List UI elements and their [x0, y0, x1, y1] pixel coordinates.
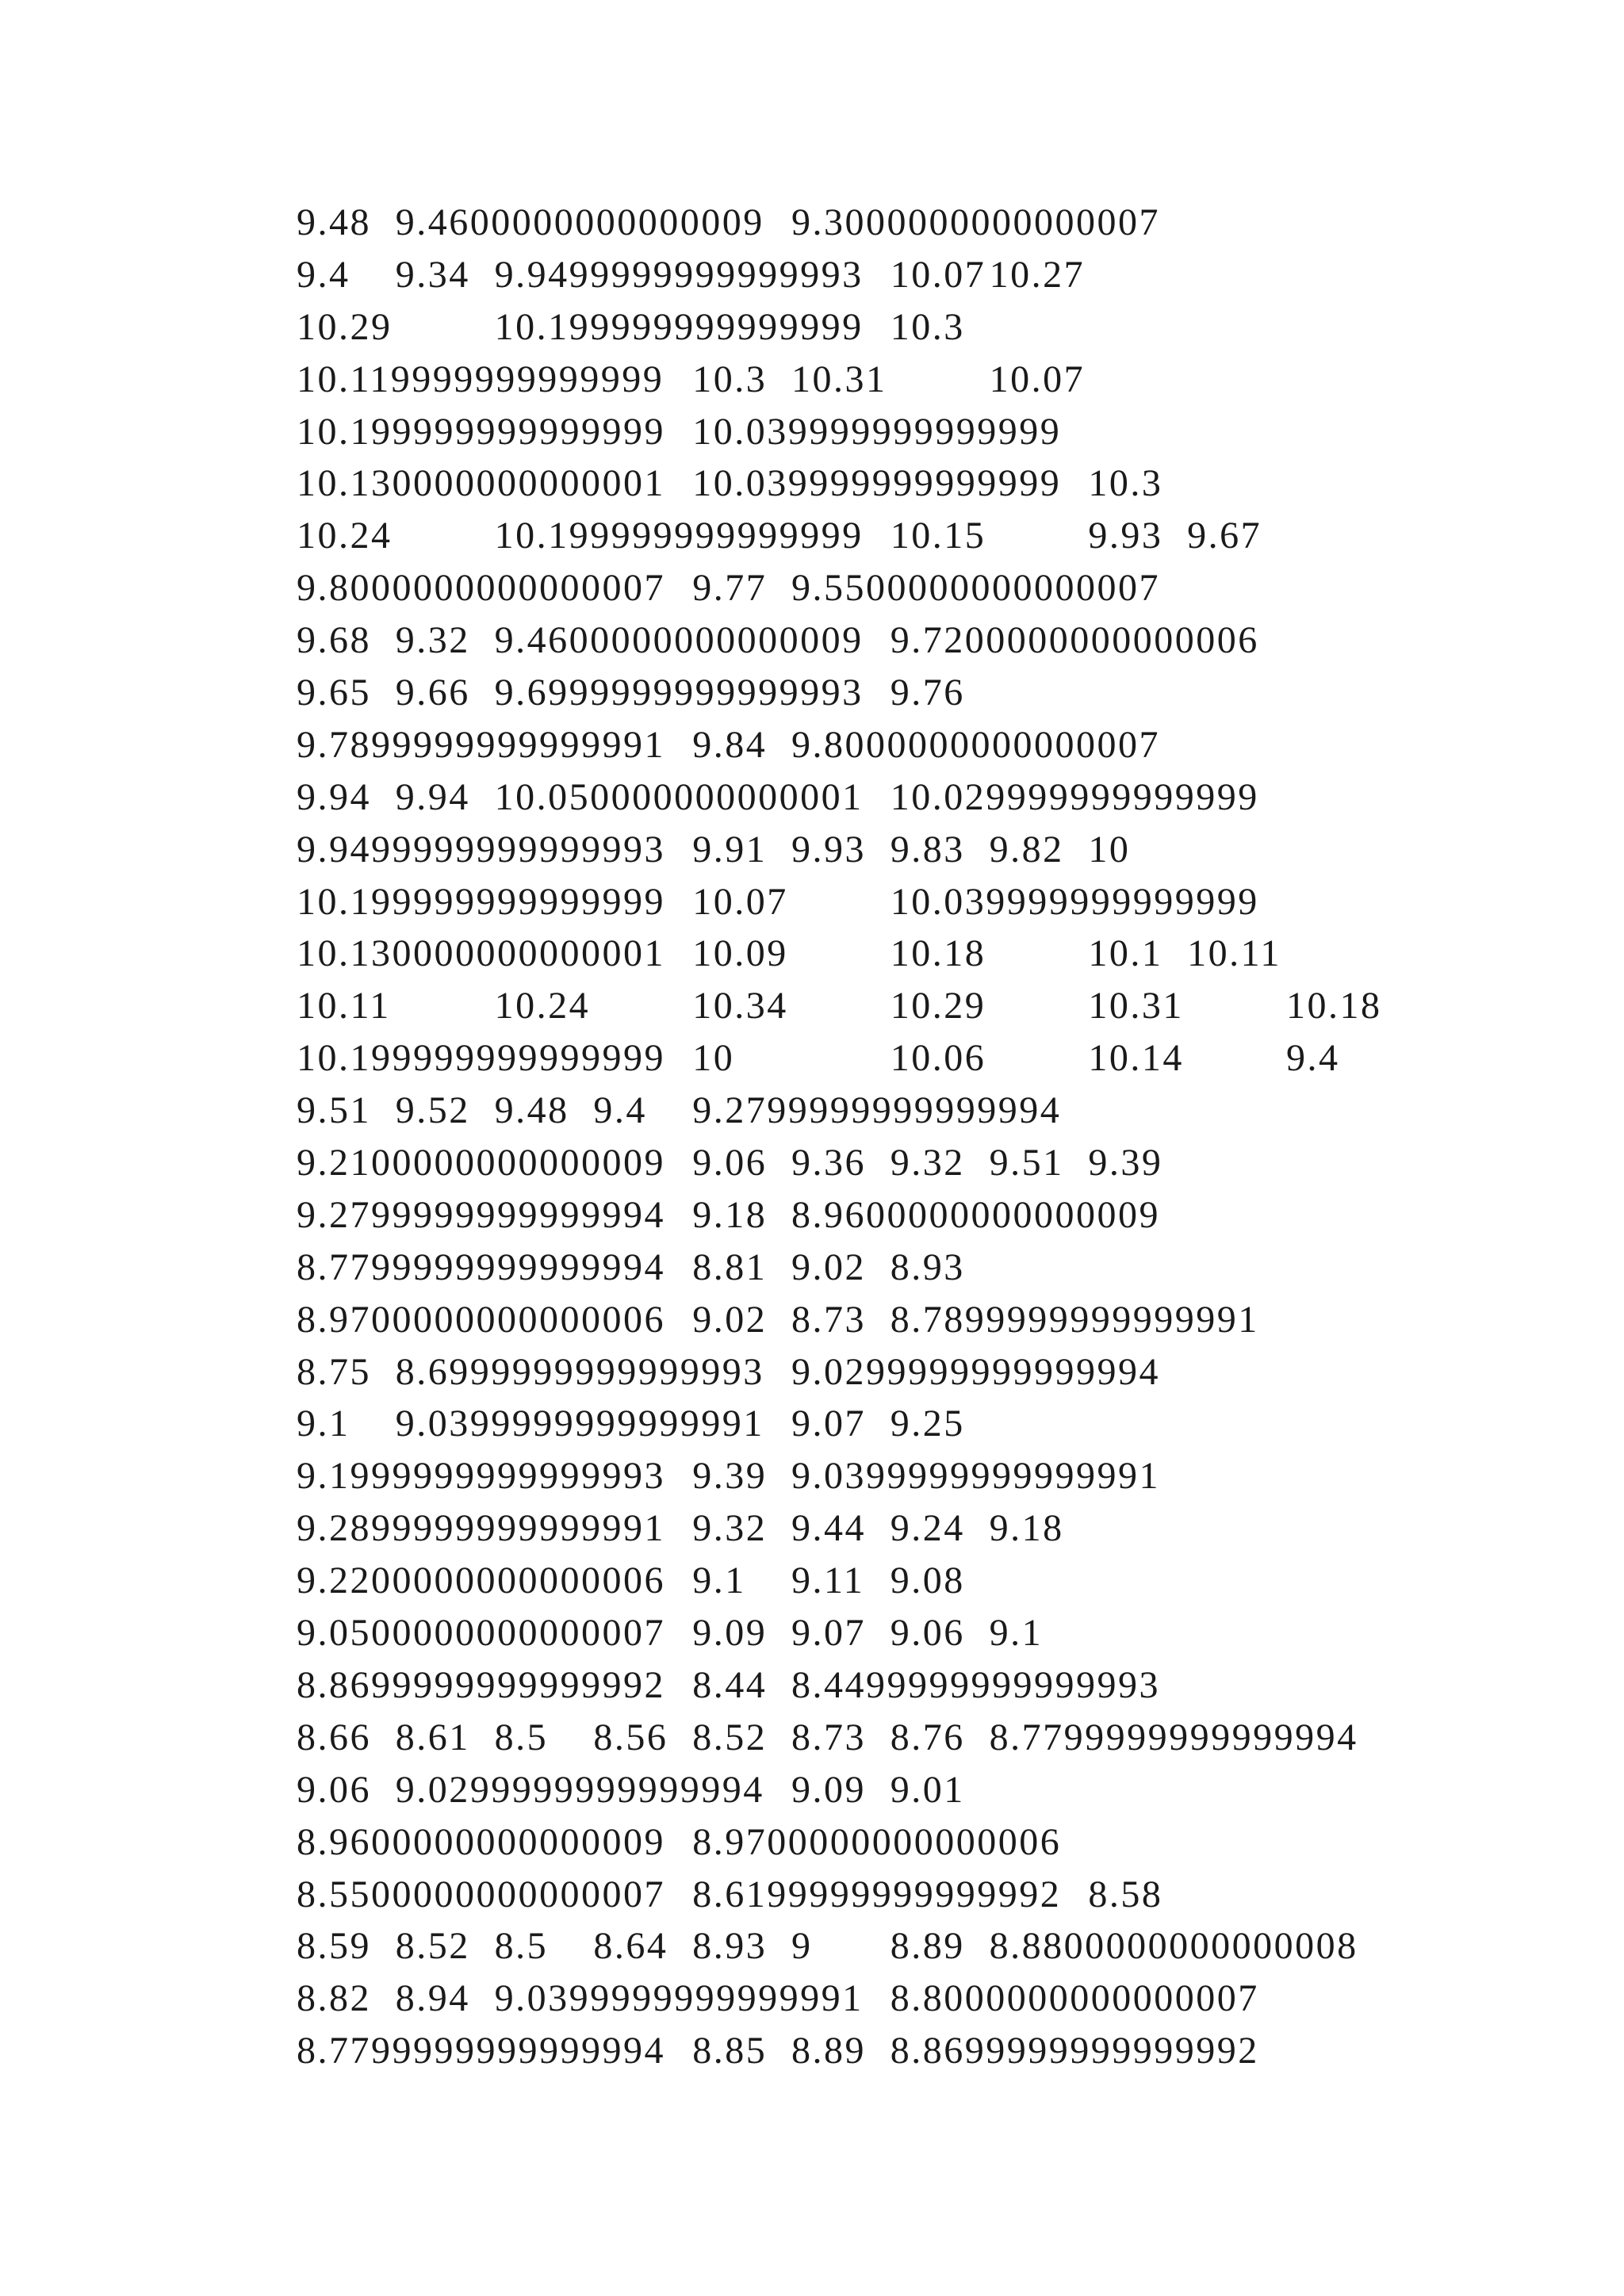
- number-value: 9.02: [791, 1246, 866, 1288]
- number-value: 9: [791, 1925, 813, 1968]
- number-value: 9.09: [692, 1612, 768, 1655]
- number-value: 9.18: [989, 1507, 1064, 1550]
- text-line: [297, 1659, 1407, 1712]
- number-value: 8.9600000000000009: [791, 1193, 1160, 1236]
- text-line: [297, 406, 1407, 458]
- text-line: [297, 1869, 1407, 1921]
- number-value: 10.3: [890, 305, 965, 348]
- number-value: 9.68: [297, 619, 371, 662]
- text-line: [297, 1346, 1407, 1399]
- number-value: 10.039999999999999: [692, 410, 1062, 453]
- number-value: 9.8000000000000007: [791, 723, 1160, 766]
- number-value: 9.5500000000000007: [791, 567, 1160, 610]
- number-value: 9.36: [791, 1142, 866, 1184]
- number-value: 9.1999999999999993: [297, 1455, 665, 1498]
- number-value: 9.0399999999999991: [494, 1977, 864, 2020]
- number-value: 9.51: [297, 1089, 371, 1132]
- number-value: 10.24: [494, 985, 591, 1027]
- number-value: 8.7799999999999994: [297, 1246, 665, 1288]
- number-value: 8.9600000000000009: [297, 1820, 665, 1863]
- number-value: 9.01: [890, 1768, 965, 1811]
- number-value: 9.94: [297, 775, 371, 818]
- number-text-block: [297, 197, 1407, 2077]
- text-line: [297, 1555, 1407, 1607]
- text-line: [297, 249, 1407, 301]
- number-value: 9.09: [791, 1768, 866, 1811]
- number-value: 10.11: [297, 985, 391, 1027]
- number-value: 10.07: [692, 880, 788, 923]
- text-line: [297, 1607, 1407, 1659]
- number-value: 9.2799999999999994: [692, 1089, 1062, 1132]
- number-value: 8.6999999999999993: [395, 1350, 764, 1393]
- number-value: 8.89: [890, 1925, 965, 1968]
- number-value: 9.0299999999999994: [791, 1350, 1160, 1393]
- number-value: 8.94: [395, 1977, 470, 2020]
- number-value: 9.4600000000000009: [494, 619, 864, 662]
- number-value: 10.34: [692, 985, 788, 1027]
- text-line: [297, 1398, 1407, 1450]
- number-value: 9.2899999999999991: [297, 1507, 665, 1550]
- number-value: 8.7799999999999994: [989, 1716, 1358, 1758]
- number-value: 9.4: [1285, 1037, 1340, 1080]
- number-value: 9.2200000000000006: [297, 1559, 665, 1602]
- number-value: 9.07: [791, 1612, 866, 1655]
- number-value: 8.5: [494, 1716, 549, 1758]
- number-value: 9.0399999999999991: [395, 1402, 764, 1445]
- number-value: 10.09: [692, 932, 788, 975]
- number-value: 8.7899999999999991: [890, 1298, 1259, 1341]
- number-value: 9.7200000000000006: [890, 619, 1259, 662]
- number-value: 10.07: [890, 253, 986, 296]
- text-line: [297, 1712, 1407, 1764]
- number-value: 9.93: [791, 828, 866, 871]
- number-value: 9.4: [297, 253, 350, 296]
- number-value: 8.64: [593, 1925, 668, 1968]
- number-value: 10.1: [1088, 932, 1163, 975]
- text-line: [297, 614, 1407, 667]
- number-value: 10.029999999999999: [890, 775, 1259, 818]
- number-value: 10: [692, 1037, 735, 1080]
- number-value: 9.25: [890, 1402, 965, 1445]
- text-line: [297, 1816, 1407, 1869]
- number-value: 10.199999999999999: [494, 305, 864, 348]
- number-value: 10.15: [890, 515, 986, 557]
- number-value: 8.89: [791, 2030, 866, 2072]
- number-value: 9.3000000000000007: [791, 201, 1160, 243]
- number-value: 10.27: [989, 253, 1086, 296]
- number-value: 10.039999999999999: [692, 462, 1062, 505]
- number-value: 9.48: [494, 1089, 569, 1132]
- number-value: 8.61: [395, 1716, 470, 1758]
- number-value: 8.8699999999999992: [297, 1663, 665, 1706]
- number-value: 10.24: [297, 515, 393, 557]
- number-value: 10.3: [692, 358, 768, 400]
- number-value: 9.4600000000000009: [395, 201, 764, 243]
- text-line: [297, 1085, 1407, 1137]
- number-value: 10.29: [297, 305, 393, 348]
- number-value: 8.4499999999999993: [791, 1663, 1160, 1706]
- text-line: [297, 980, 1407, 1032]
- number-value: 9.48: [297, 201, 371, 243]
- number-value: 9.32: [692, 1507, 768, 1550]
- number-value: 9.67: [1187, 515, 1262, 557]
- number-value: 9.06: [297, 1768, 371, 1811]
- number-value: 9.08: [890, 1559, 965, 1602]
- number-value: 10.3: [1088, 462, 1163, 505]
- number-value: 10: [1088, 828, 1131, 871]
- number-value: 9.82: [989, 828, 1064, 871]
- text-line: [297, 1764, 1407, 1816]
- number-value: 10.07: [989, 358, 1086, 400]
- text-line: [297, 1920, 1407, 1973]
- text-line: [297, 1450, 1407, 1502]
- number-value: 9.84: [692, 723, 768, 766]
- number-value: 8.75: [297, 1350, 371, 1393]
- text-line: [297, 562, 1407, 614]
- number-value: 9.9499999999999993: [297, 828, 665, 871]
- number-value: 9.93: [1088, 515, 1163, 557]
- number-value: 8.52: [395, 1925, 470, 1968]
- number-value: 10.11: [1187, 932, 1281, 975]
- number-value: 10.130000000000001: [297, 932, 665, 975]
- number-value: 10.130000000000001: [297, 462, 665, 505]
- number-value: 9.4: [593, 1089, 647, 1132]
- number-value: 8.52: [692, 1716, 768, 1758]
- text-line: [297, 719, 1407, 771]
- number-value: 8.59: [297, 1925, 371, 1968]
- text-line: [297, 824, 1407, 876]
- text-line: [297, 354, 1407, 406]
- number-value: 9.6999999999999993: [494, 672, 864, 714]
- text-line: [297, 1189, 1407, 1242]
- number-value: 10.31: [1088, 985, 1184, 1027]
- number-value: 9.94: [395, 775, 470, 818]
- number-value: 9.39: [692, 1455, 768, 1498]
- number-value: 8.9700000000000006: [692, 1820, 1062, 1863]
- number-value: 8.82: [297, 1977, 371, 2020]
- number-value: 9.2100000000000009: [297, 1142, 665, 1184]
- number-value: 9.8000000000000007: [297, 567, 665, 610]
- number-value: 9.34: [395, 253, 470, 296]
- text-line: [297, 1294, 1407, 1346]
- number-value: 10.119999999999999: [297, 358, 665, 400]
- number-value: 9.0399999999999991: [791, 1455, 1160, 1498]
- number-value: 9.0500000000000007: [297, 1612, 665, 1655]
- text-line: [297, 301, 1407, 354]
- number-value: 9.06: [890, 1612, 965, 1655]
- number-value: 8.81: [692, 1246, 768, 1288]
- number-value: 8.8800000000000008: [989, 1925, 1358, 1968]
- text-line: [297, 2025, 1407, 2077]
- number-value: 9.18: [692, 1193, 768, 1236]
- number-value: 9.77: [692, 567, 768, 610]
- number-value: 9.83: [890, 828, 965, 871]
- number-value: 8.5500000000000007: [297, 1873, 665, 1915]
- number-value: 9.76: [890, 672, 965, 714]
- text-line: [297, 1137, 1407, 1189]
- number-value: 8.7799999999999994: [297, 2030, 665, 2072]
- number-value: 8.85: [692, 2030, 768, 2072]
- number-value: 10.199999999999999: [297, 880, 665, 923]
- number-value: 8.8699999999999992: [890, 2030, 1259, 2072]
- number-value: 9.1: [692, 1559, 746, 1602]
- number-value: 9.07: [791, 1402, 866, 1445]
- number-value: 8.58: [1088, 1873, 1163, 1915]
- text-line: [297, 1973, 1407, 2025]
- number-value: 10.050000000000001: [494, 775, 864, 818]
- number-value: 10.06: [890, 1037, 986, 1080]
- text-line: [297, 1032, 1407, 1085]
- number-value: 10.14: [1088, 1037, 1184, 1080]
- number-value: 8.8000000000000007: [890, 1977, 1259, 2020]
- number-value: 9.24: [890, 1507, 965, 1550]
- number-value: 10.199999999999999: [494, 515, 864, 557]
- number-value: 10.039999999999999: [890, 880, 1259, 923]
- number-value: 9.02: [692, 1298, 768, 1341]
- number-value: 10.199999999999999: [297, 1037, 665, 1080]
- text-line: [297, 667, 1407, 719]
- number-value: 8.56: [593, 1716, 668, 1758]
- number-value: 10.31: [791, 358, 887, 400]
- text-line: [297, 510, 1407, 562]
- number-value: 9.52: [395, 1089, 470, 1132]
- text-line: [297, 1502, 1407, 1555]
- number-value: 9.9499999999999993: [494, 253, 864, 296]
- number-value: 9.11: [791, 1559, 865, 1602]
- text-line: [297, 197, 1407, 249]
- number-value: 8.44: [692, 1663, 768, 1706]
- number-value: 8.76: [890, 1716, 965, 1758]
- number-value: 8.93: [890, 1246, 965, 1288]
- text-line: [297, 1242, 1407, 1294]
- number-value: 10.199999999999999: [297, 410, 665, 453]
- number-value: 8.66: [297, 1716, 371, 1758]
- number-value: 9.66: [395, 672, 470, 714]
- number-value: 9.39: [1088, 1142, 1163, 1184]
- number-value: 8.73: [791, 1298, 866, 1341]
- text-line: [297, 457, 1407, 510]
- number-value: 9.44: [791, 1507, 866, 1550]
- number-value: 8.73: [791, 1716, 866, 1758]
- number-value: 9.32: [890, 1142, 965, 1184]
- number-value: 10.29: [890, 985, 986, 1027]
- number-value: 9.91: [692, 828, 768, 871]
- text-line: [297, 876, 1407, 928]
- number-value: 9.1: [989, 1612, 1044, 1655]
- number-value: 10.18: [1285, 985, 1382, 1027]
- number-value: 9.65: [297, 672, 371, 714]
- text-line: [297, 771, 1407, 824]
- number-value: 8.6199999999999992: [692, 1873, 1062, 1915]
- number-value: 10.18: [890, 932, 986, 975]
- number-value: 9.0299999999999994: [395, 1768, 764, 1811]
- number-value: 8.93: [692, 1925, 768, 1968]
- number-value: 9.2799999999999994: [297, 1193, 665, 1236]
- number-value: 9.32: [395, 619, 470, 662]
- text-line: [297, 928, 1407, 980]
- number-value: 9.7899999999999991: [297, 723, 665, 766]
- number-value: 8.9700000000000006: [297, 1298, 665, 1341]
- number-value: 8.5: [494, 1925, 549, 1968]
- number-value: 9.51: [989, 1142, 1064, 1184]
- number-value: 9.1: [297, 1402, 350, 1445]
- number-value: 9.06: [692, 1142, 768, 1184]
